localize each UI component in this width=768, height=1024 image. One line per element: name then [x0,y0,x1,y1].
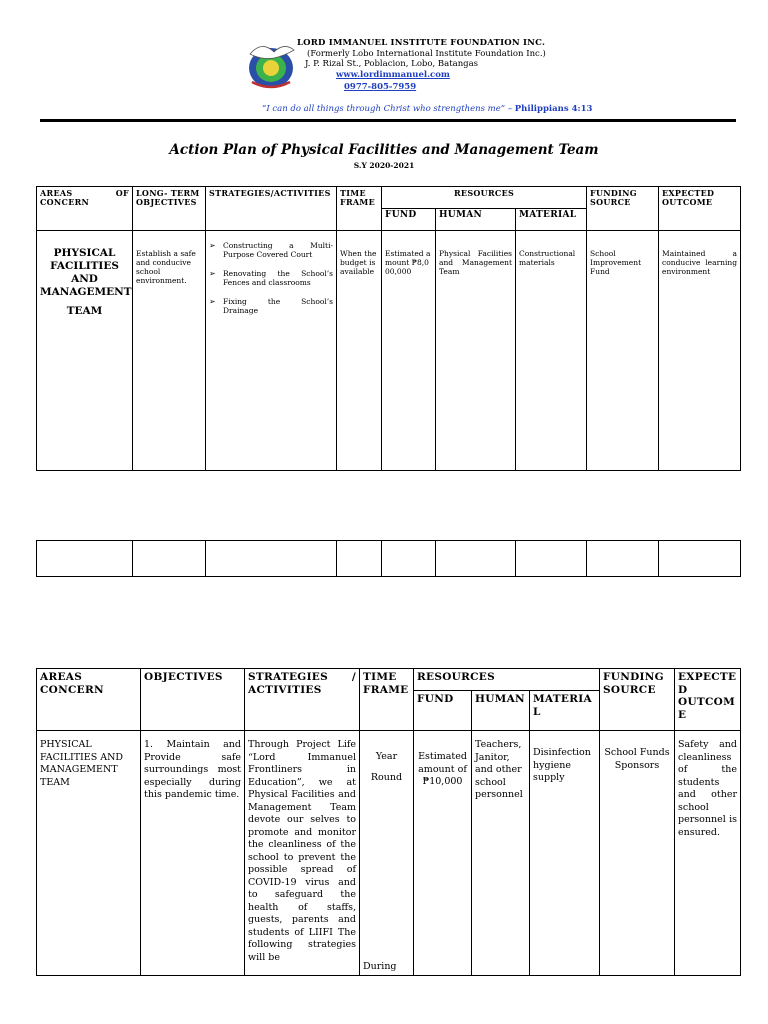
human-cell: Physical Facilities and Management Team [436,231,516,471]
empty-cell [659,541,741,577]
header-human: HUMAN [472,691,530,731]
list-item: ➢ Constructing a Multi-Purpose Covered Court [209,241,333,259]
phone-link[interactable]: 0977-805-7959 [344,82,417,92]
org-name: LORD IMMANUEL INSTITUTE FOUNDATION INC. [297,38,546,48]
header-objectives: LONG- TERM OBJECTIVES [133,187,206,231]
time-frame-year: Year [375,751,398,762]
bible-verse [262,104,592,114]
empty-cell [436,541,516,577]
strategies-cell: Through Project Life “Lord Immanuel Frontliners in Education”, we at Physical Facilities and Management Team devote our selves to promote and monitor the cleanliness of the school to prevent the possible spread of COVID-19 virus and to safeguard the health of staffs, guests, parents and students of LIIFI The following strategies will be [245,731,360,976]
time-frame-cell [360,731,414,976]
empty-cell [587,541,659,577]
page-title: Action Plan of Physical Facilities and Management Team [169,142,599,158]
header-resources: RESOURCES [382,187,587,209]
header-divider [40,119,736,122]
material-cell: Constructional materials [516,231,587,471]
empty-cell [337,541,382,577]
empty-table-row [36,540,741,577]
header-fund: FUND [414,691,472,731]
header-areas: AREAS CONCERN [37,669,141,731]
objective-cell: Establish a safe and conducive school environment. [133,231,206,471]
address: J. P. Rizal St., Poblacion, Lobo, Batangas [305,59,479,69]
action-plan-table-1 [36,186,741,471]
list-item: ➢ Renovating the School’s Fences and classrooms [209,269,333,287]
school-year: S.Y 2020-2021 [353,161,415,170]
fund-cell: Estimated amount ₱8,000,000 [382,231,436,471]
empty-cell [133,541,206,577]
header-material: MATERIAL [516,209,587,231]
time-frame-round: Round [370,771,403,783]
header-time-frame: TIME FRAME [337,187,382,231]
list-item: ➢ Fixing the School’s Drainage [209,297,333,315]
header-resources: RESOURCES [414,669,600,691]
area-cell: PHYSICAL FACILITIES AND MANAGEMENT TEAM [37,731,141,976]
header-expected-outcome: EXPECTED OUTCOME [659,187,741,231]
header-strategies: STRATEGIES / ACTIVITIES [245,669,360,731]
header-time-frame: TIME FRAME [360,669,414,731]
school-seal-logo [244,38,298,90]
header-fund: FUND [382,209,436,231]
material-cell: Disinfection hygiene supply [530,731,600,976]
header-areas: AREAS OF CONCERN [37,187,133,231]
funding-cell: School Improvement Fund [587,231,659,471]
empty-cell [37,541,133,577]
verse-text: “I can do all things through Christ who strengthens me” – [262,104,513,114]
strategies-cell [206,231,337,471]
funding-cell: School Funds Sponsors [600,731,675,976]
area-label-team: TEAM [66,305,103,317]
header-objectives: OBJECTIVES [141,669,245,731]
action-plan-table-2 [36,668,741,976]
header-expected-outcome: EXPECTE D OUTCOM E [675,669,741,731]
time-frame-during: During [363,960,397,972]
fund-cell: Estimated amount of ₱10,000 [414,731,472,976]
website-link[interactable]: www.lordimmanuel.com [336,70,450,80]
objective-cell: 1. Maintain and Provide safe surroundings most especially during this pandemic time. [141,731,245,976]
header-funding-source: FUNDING SOURCE [587,187,659,231]
empty-cell [382,541,436,577]
human-cell: Teachers, Janitor, and other school personnel [472,731,530,976]
time-frame-cell: When the budget is available [337,231,382,471]
header-funding-source: FUNDING SOURCE [600,669,675,731]
empty-cell [516,541,587,577]
outcome-cell: Safety and cleanliness of the students and other school personnel is ensured. [675,731,741,976]
strategies-list [209,241,333,315]
outcome-cell: Maintained a conducive learning environment [659,231,741,471]
area-label: PHYSICAL FACILITIES AND MANAGEMENT [40,247,132,298]
area-cell [37,231,133,471]
verse-reference: Philippians 4:13 [514,104,593,114]
header-strategies: STRATEGIES/ACTIVITIES [206,187,337,231]
empty-cell [206,541,337,577]
header-material: MATERIA L [530,691,600,731]
former-name: (Formerly Lobo International Institute Foundation Inc.) [307,49,546,59]
header-human: HUMAN [436,209,516,231]
